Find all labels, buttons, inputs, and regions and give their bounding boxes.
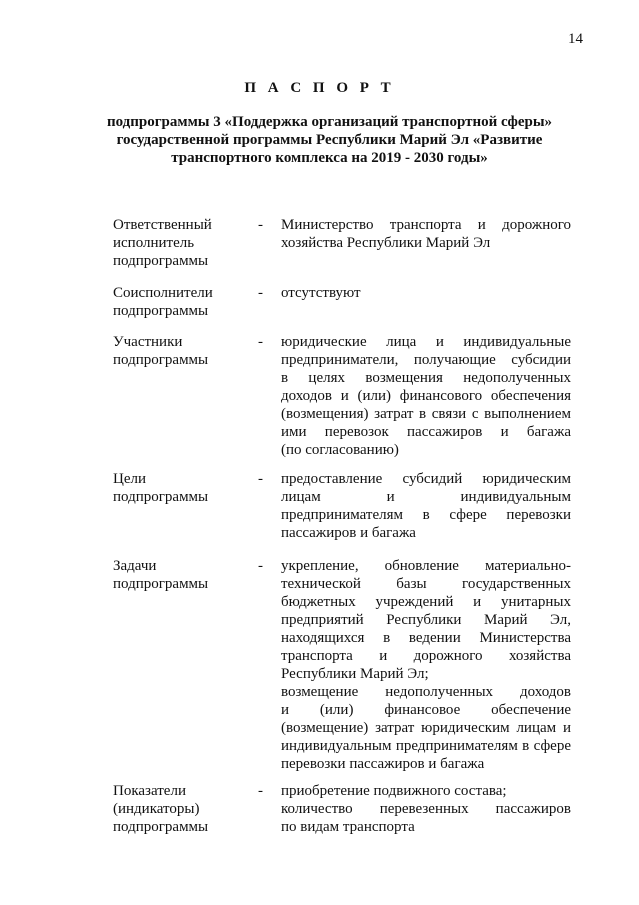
value-line: доходов и (или) финансового обеспечения xyxy=(281,388,571,404)
row-dash: - xyxy=(258,471,263,487)
subtitle-line: транспортного комплекса на 2019 - 2030 годы» xyxy=(171,150,488,166)
value-line: перевозки пассажиров и багажа xyxy=(281,756,485,772)
value-line: ими перевозок пассажиров и багажа xyxy=(281,424,571,440)
row-dash: - xyxy=(258,285,263,301)
value-line: возмещение недополученных доходов xyxy=(281,684,571,700)
row-value xyxy=(281,557,571,773)
label-line: подпрограммы xyxy=(113,819,209,835)
subtitle-line: государственной программы Республики Марий Эл «Развитие xyxy=(116,132,543,148)
value-line: приобретение подвижного состава; xyxy=(281,783,507,799)
row-label xyxy=(113,333,253,369)
document-subtitle xyxy=(60,113,599,167)
subtitle-line: подпрограммы 3 «Поддержка организаций транспортной сферы» xyxy=(106,114,553,130)
row-dash: - xyxy=(258,783,263,799)
label-line: Ответственный xyxy=(113,217,212,233)
value-line: (возмещение) затрат юридическим лицам и xyxy=(281,720,571,736)
value-line: по видам транспорта xyxy=(281,819,415,835)
row-dash: - xyxy=(258,217,263,233)
row-label xyxy=(113,470,253,506)
value-line: укрепление, обновление материально- xyxy=(281,558,571,574)
row-value xyxy=(281,470,571,542)
value-line: предприниматели, получающие субсидии xyxy=(281,352,571,368)
value-line: (по согласованию) xyxy=(281,442,399,458)
label-line: подпрограммы xyxy=(113,303,209,319)
value-line: индивидуальным предпринимателям в сфере xyxy=(281,738,571,754)
value-line: лицам и индивидуальным xyxy=(281,489,571,505)
label-line: исполнитель xyxy=(113,235,195,251)
value-line: транспорта и дорожного хозяйства xyxy=(281,648,571,664)
row-dash: - xyxy=(258,558,263,574)
row-value xyxy=(281,333,571,459)
label-line: подпрограммы xyxy=(113,576,209,592)
label-line: подпрограммы xyxy=(113,253,209,269)
value-line: в целях возмещения недополученных xyxy=(281,370,571,386)
value-line: юридические лица и индивидуальные xyxy=(281,334,571,350)
value-line: предоставление субсидий юридическим xyxy=(281,471,571,487)
row-label xyxy=(113,284,253,320)
row-value xyxy=(281,216,571,252)
value-line: отсутствуют xyxy=(281,285,361,301)
value-line: пассажиров и багажа xyxy=(281,525,416,541)
label-line: Участники xyxy=(113,334,183,350)
document-title: П А С П О Р Т xyxy=(244,80,395,96)
page-number: 14 xyxy=(568,31,583,47)
label-line: Задачи xyxy=(113,558,157,574)
label-line: Соисполнители xyxy=(113,285,213,301)
row-value xyxy=(281,782,571,836)
value-line: предпринимателям в сфере перевозки xyxy=(281,507,571,523)
value-line: и (или) финансовое обеспечение xyxy=(281,702,571,718)
value-line: находящихся в ведении Министерства xyxy=(281,630,571,646)
value-line: хозяйства Республики Марий Эл xyxy=(281,235,491,251)
row-dash: - xyxy=(258,334,263,350)
value-line: бюджетных учреждений и унитарных xyxy=(281,594,571,610)
value-line: Министерство транспорта и дорожного xyxy=(281,217,571,233)
row-label xyxy=(113,557,253,593)
value-line: Республики Марий Эл; xyxy=(281,666,429,682)
label-line: подпрограммы xyxy=(113,352,209,368)
value-line: количество перевезенных пассажиров xyxy=(281,801,571,817)
value-line: предприятий Республики Марий Эл, xyxy=(281,612,571,628)
label-line: подпрограммы xyxy=(113,489,209,505)
value-line: технической базы государственных xyxy=(281,576,571,592)
label-line: (индикаторы) xyxy=(113,801,200,817)
value-line: (возмещения) затрат в связи с выполнением xyxy=(281,406,571,422)
label-line: Показатели xyxy=(113,783,186,799)
row-label xyxy=(113,216,253,270)
label-line: Цели xyxy=(113,471,147,487)
row-label xyxy=(113,782,253,836)
row-value xyxy=(281,284,571,302)
